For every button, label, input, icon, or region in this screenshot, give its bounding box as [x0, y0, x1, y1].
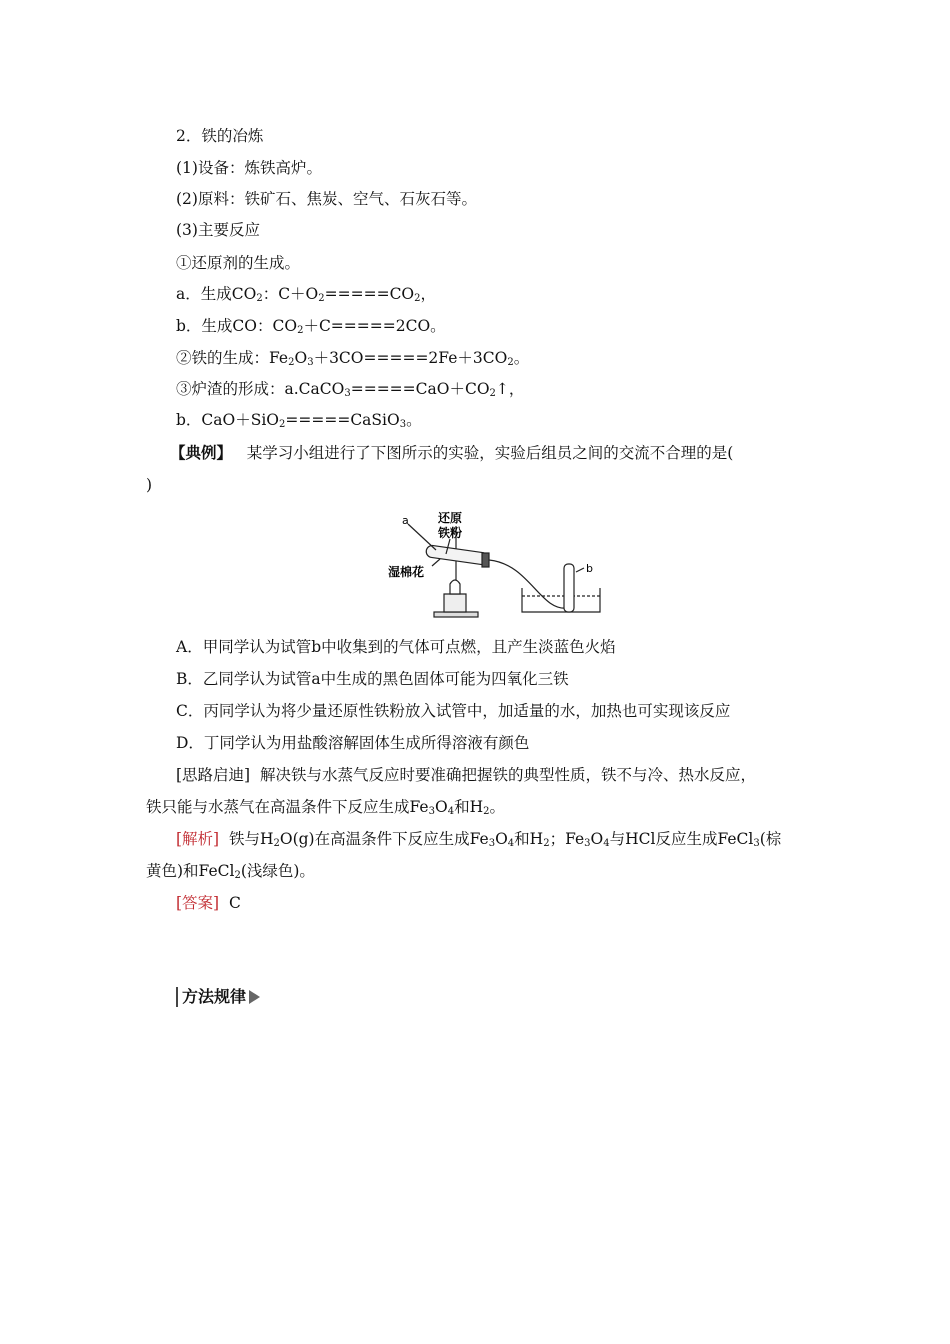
- lamp-flame: [450, 580, 460, 594]
- equation-slag-b: b．CaO＋SiO$_2$=====CaSiO$_3$。: [176, 411, 422, 430]
- experiment-figure: [380, 504, 608, 624]
- apparatus-diagram: [380, 504, 608, 624]
- hint-line-1: [思路启迪] 解决铁与水蒸气反应时要准确把握铁的典型性质，铁不与冷、热水反应，: [176, 766, 756, 784]
- answer-value: C: [228, 894, 241, 912]
- analysis-line-2: 黄色)和FeCl$_2$(浅绿色)。: [146, 862, 315, 881]
- equipment-line: (1)设备：炼铁高炉。: [176, 159, 322, 177]
- option-a: A．甲同学认为试管b中收集到的气体可点燃，且产生淡蓝色火焰: [176, 638, 616, 656]
- option-d: D．丁同学认为用盐酸溶解固体生成所得溶液有颜色: [176, 734, 530, 752]
- pointer-a: [408, 524, 436, 550]
- delivery-tube: [489, 560, 570, 608]
- example-close-paren: ): [146, 476, 153, 494]
- example-question: 【典例】 某学习小组进行了下图所示的实验，实验后组员之间的交流不合理的是(: [170, 443, 734, 462]
- label-a: a: [402, 514, 409, 527]
- answer-line: [176, 893, 241, 913]
- materials-line: (2)原料：铁矿石、焦炭、空气、石灰石等。: [176, 190, 477, 208]
- equation-slag-a: ③炉渣的形成：$a.CaCO_3=====CaO+CO_2↑$，: [176, 380, 525, 399]
- hint-line-2: 铁只能与水蒸气在高温条件下反应生成$Fe_3O_4$和$H_2$。: [146, 798, 505, 817]
- section-title: 方法规律: [182, 987, 247, 1006]
- test-tube-b: [564, 564, 574, 612]
- label-reducer-2: 铁粉: [438, 526, 463, 540]
- label-reducer-1: 还原: [438, 511, 463, 525]
- heading-iron-smelting: 2．铁的冶炼: [176, 127, 264, 145]
- option-b: B．乙同学认为试管a中生成的黑色固体可能为四氧化三铁: [176, 670, 569, 688]
- hint-tag: [思路启迪]: [176, 766, 251, 784]
- option-c: C．丙同学认为将少量还原性铁粉放入试管中，加适量的水，加热也可实现该反应: [176, 702, 731, 720]
- equation-co: b．生成CO：$CO_2+C=====2CO$。: [176, 317, 446, 336]
- stand-base: [434, 612, 478, 617]
- label-b: b: [586, 562, 593, 575]
- label-cotton: 湿棉花: [388, 565, 425, 579]
- analysis-line-1: [解析] 铁与$H_2O(g)$在高温条件下反应生成$Fe_3O_4$和$H_2$；$Fe_3O_4$与HCl反应生成FeCl$_3$(棕: [176, 830, 782, 849]
- equation-co2: a．生成$CO_2$：$C+O_2=====CO_2$，: [176, 285, 437, 304]
- analysis-tag: [解析]: [176, 830, 220, 848]
- play-arrow-icon: [249, 990, 260, 1004]
- section-bar: [176, 987, 178, 1007]
- reducer-generation-line: ①还原剂的生成。: [176, 254, 301, 272]
- test-tube-a: [425, 545, 488, 566]
- equation-iron: ②铁的生成：$Fe_2O_3+3CO=====2Fe+3CO_2$。: [176, 349, 530, 368]
- section-heading-method: [176, 986, 260, 1008]
- pointer-cotton: [432, 559, 440, 566]
- lamp-body: [444, 594, 466, 612]
- stopper: [482, 553, 489, 567]
- pointer-b: [576, 568, 584, 572]
- example-tag: 【典例】: [170, 443, 233, 462]
- main-reactions-heading: (3)主要反应: [176, 221, 260, 239]
- answer-tag: [答案]: [176, 894, 220, 912]
